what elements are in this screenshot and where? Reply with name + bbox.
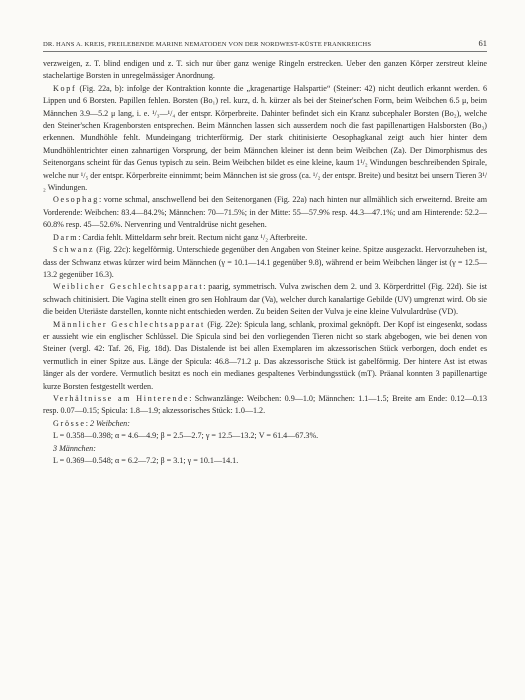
running-title: DR. HANS A. KREIS, FREILEBENDE MARINE NEMATODEN VON DER NORDWEST-KÜSTE FRANKREICHS	[43, 41, 372, 48]
paragraph-text: (Fig. 22a, b): infolge der Kontraktion konnte die „kragenartige Halspartie“ (Steiner: 42) nicht deutlich erkannt werden. 6 Lippen und 6 Borsten. Papillen fehlen. Borsten (Bo₁) rel. kurz, d. h. kürzer als bei der Steiner'schen Form, beim Weibchen 6.5 μ, beim Männchen 3.9—5.2 μ lang, i. e. ¹/₃—¹/₄ der entspr. Körperbreite. Dahinter befindet sich ein Kranz subcephaler Borsten (Bo₂), welche den Steiner'schen Kragenborsten entsprechen. Beim Männchen lassen sich ausserdem noch die fast papillenartigen Halsborsten (Bo₃) erkennen. Mundhöhle fehlt. Mundeingang trichterförmig. Der stark chitinisierte Oesophagkanal zeigt auch hier hinter dem Mundhöhlentrichter einen zahnartigen Vorsprung, der beim Männchen kleiner ist denn beim Weibchen (Za). Der Dimorphismus des Seitenorgans scheint für das Genus typisch zu sein. Beim Weibchen bildet es eine kleine, kaum 1¹/₂ Windungen beschreibenden Spirale, welche nur ¹/₅ der entspr. Körperbreite einnimmt; beim Männchen ist sie gross (ca. ¹/₂ der entspr. Breite) und besitzt bei unsern Tieren 3¹/₂ Windungen.	[43, 83, 487, 193]
female-measurements: L = 0.358—0.398; α = 4.6—4.9; β = 2.5—2.7; γ = 12.5—13.2; V = 61.4—67.3%.	[53, 431, 319, 441]
section-lead: Verhältnisse am Hinterende	[53, 393, 190, 403]
paragraph-darm	[43, 232, 487, 244]
paragraph-verhaeltnisse	[43, 393, 487, 418]
paragraph-weiblicher	[43, 281, 487, 318]
male-measurements: L = 0.369—0.548; α = 6.2—7.2; β = 3.1; γ = 10.1—14.1.	[53, 456, 239, 465]
page-number: 61	[478, 38, 487, 48]
paragraph-text: (Fig. 22e): Spicula lang, schlank, proximal geknöpft. Der Kopf ist eingesenkt, sodass er aussieht wie ein englischer Schlüssel. Die Spicula sind bei den vorliegenden Tieren nicht so stark abgebogen, wie bei denen von Steiner (vergl. 42: Taf. 26, Fig. 18d). Das Distalende ist bei allen Exemplaren im akzessorischen Stück verborgen, doch endet es vermutlich in einer Spitze aus. Länge der Spicula: 46.8—71.2 μ. Das akzessorische Stück ist gabelförmig. Der hintere Ast ist etwas länger als der vordere. Vermutlich besitzt es noch ein medianes gespaltenes Verbindungsstück (mT). Präanal konnten 3 papillenartige kurze Borsten festgestellt werden.	[43, 319, 487, 391]
paragraph-schwanz	[43, 244, 487, 281]
paragraph-text: verzweigen, z. T. blind endigen und z. T. sich nur über ganz wenige Ringeln erstrecken. Ueber den ganzen Körper zerstreut kleine stachelartige Borsten in unregelmässiger Anordnung.	[43, 59, 487, 81]
section-lead: Darm	[53, 232, 79, 242]
running-header	[43, 38, 487, 52]
paragraph-text: : paarig, symmetrisch. Vulva zwischen dem 2. und 3. Körperdrittel (Fig. 22d). Sie ist schwach chitinisiert. Die Vagina stellt einen gro sen Hohlraum dar (Va), welcher durch kanalartige Gebilde (UV) umgrenzt wird. Ob sie die beiden Uteriäste darstellen, konnte nicht entschieden werden. Zu beiden Seiten der Vulva je eine kleine Vulvulardrüse (VD).	[43, 282, 488, 317]
article-body	[43, 58, 487, 467]
paragraph-maennlicher	[43, 319, 487, 393]
paragraph-oesophag	[43, 194, 487, 231]
section-lead: Männlicher Geschlechtsapparat	[53, 319, 205, 329]
section-lead: Oesophag	[53, 195, 99, 205]
male-heading: 3 Männchen:	[53, 443, 96, 453]
measurements-label: Grösse: 2 Weibchen:	[53, 418, 130, 428]
female-heading: 2 Weibchen:	[89, 418, 130, 428]
section-lead: Weiblicher Geschlechtsapparat	[53, 282, 204, 292]
paragraph-text: : vorne schmal, anschwellend bei den Seitenorganen (Fig. 22a) nach hinten nur allmählich sich erweiternd. Breite am Vorderende: Weibchen: 83.4—84.2%; Männchen: 70—71.5%; in der Mitte: 55—57.9% resp. 44.3—47.1%; und am Hinterende: 52.2—60.8% resp. 45—52.6%. Nervenring und Ventraldrüse nicht gesehen.	[43, 195, 487, 230]
section-lead: Kopf	[53, 83, 77, 93]
paragraph-text: (Fig. 22c): kegelförmig. Unterschiede gegenüber den Angaben von Steiner keine. Spitze ausgezackt. Hervorzuheben ist, dass der Schwanz etwas kürzer wird beim Männchen (γ = 10.1—14.1 gegenüber 9.8), während er beim Weibchen länger ist (γ = 12.5—13.2 gegenüber 16.3).	[43, 245, 487, 279]
paragraph-text: : Cardia fehlt. Mitteldarm sehr breit. Rectum nicht ganz ¹/₂ Afterbreite.	[78, 232, 308, 242]
section-lead: Schwanz	[53, 245, 95, 255]
paragraph-kopf	[43, 83, 487, 195]
paragraph-text: : Schwanzlänge: Weibchen: 0.9—1.0; Männchen: 1.1—1.5; Breite am Ende: 0.12—0.13 resp. 0.07—0.15; Spicula: 1.8—1.9; akzessorisches Stück: 1.0—1.2.	[43, 393, 487, 416]
section-lead: Grösse	[53, 418, 86, 428]
paragraph-continuation	[43, 58, 487, 83]
